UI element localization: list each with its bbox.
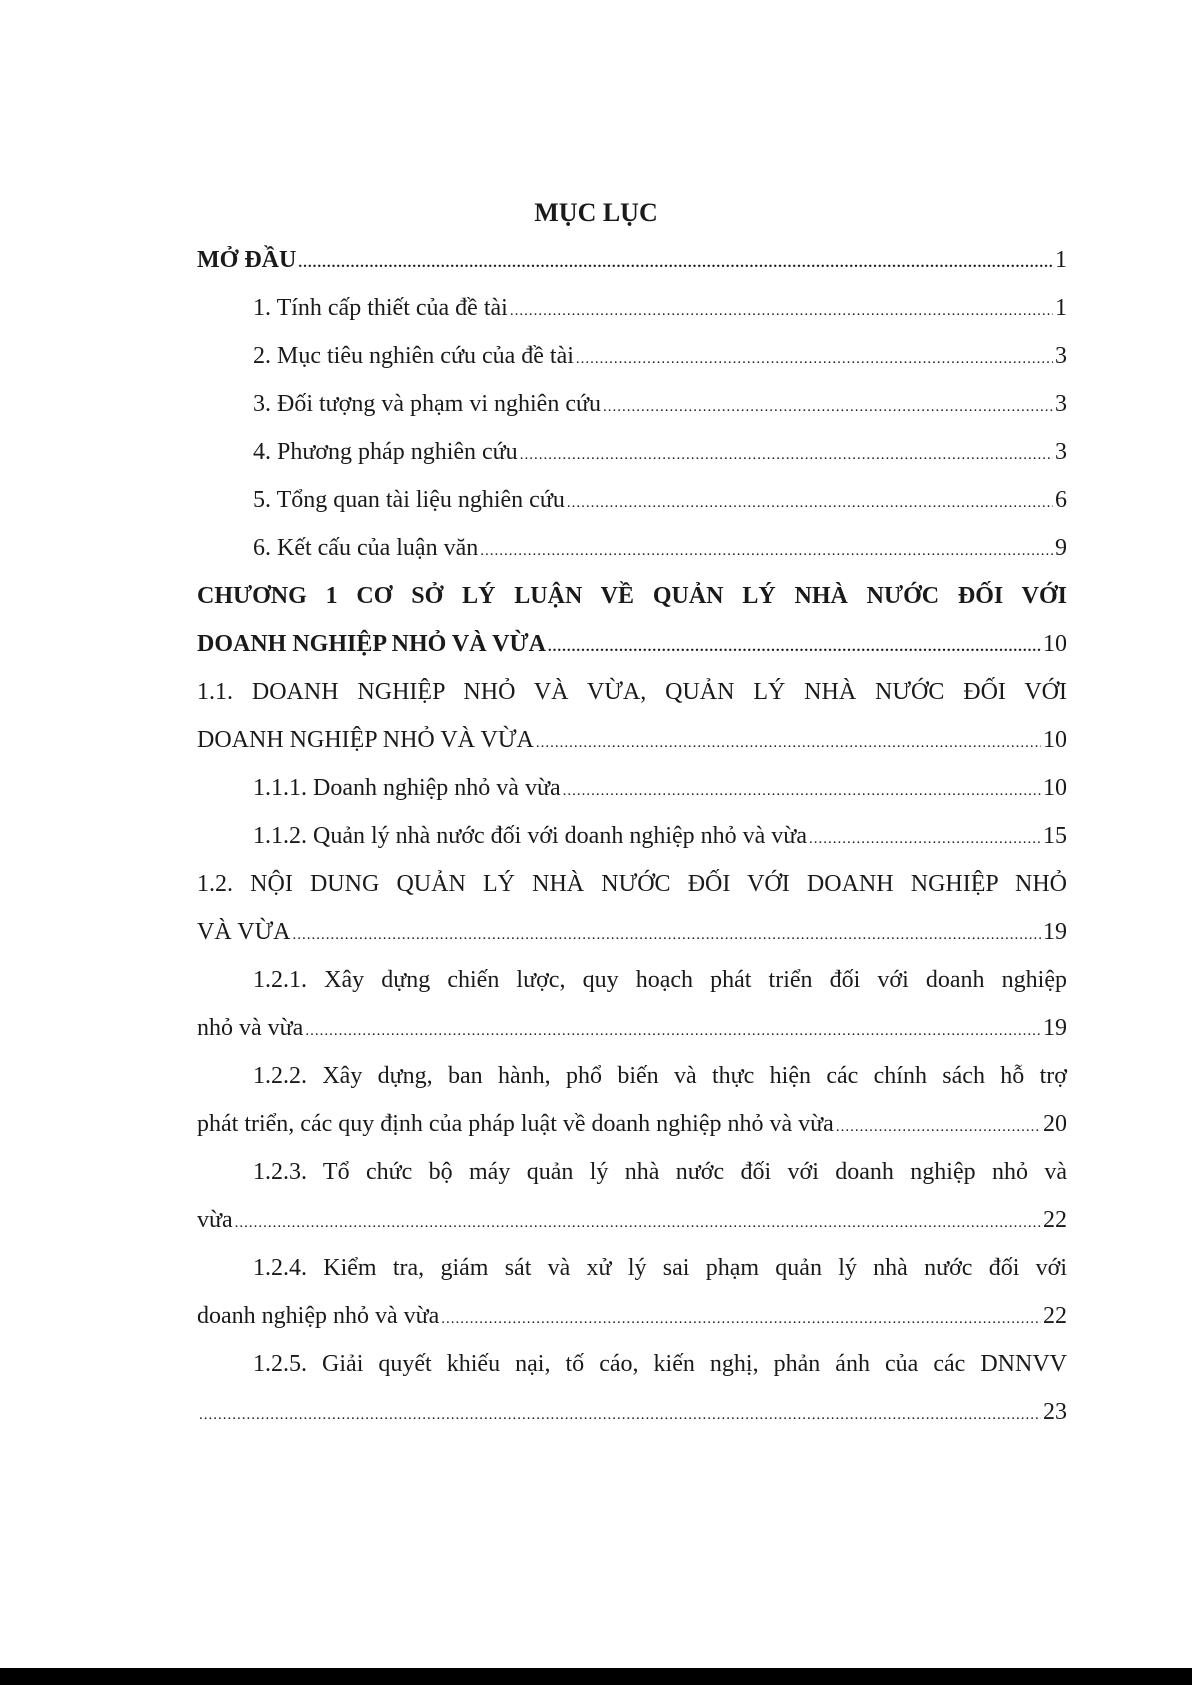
toc-entry-6[interactable] — [197, 524, 1067, 572]
toc-page-number: 10 — [1043, 727, 1067, 753]
dot-leader — [199, 1391, 1041, 1439]
toc-page-number: 22 — [1043, 1207, 1067, 1233]
toc-page-number: 3 — [1055, 439, 1067, 465]
toc-entry-mo-dau[interactable] — [197, 236, 1067, 284]
toc-entry-4[interactable] — [197, 428, 1067, 476]
dot-leader — [548, 623, 1041, 671]
toc-page-number: 22 — [1043, 1303, 1067, 1329]
toc-page-number: 15 — [1043, 823, 1067, 849]
dot-leader — [576, 335, 1053, 383]
toc-page-number: 1 — [1055, 295, 1067, 321]
dot-leader — [563, 767, 1041, 815]
toc-entry-text: doanh nghiệp nhỏ và vừa — [197, 1303, 440, 1329]
dot-leader — [603, 383, 1053, 431]
toc-page-number: 19 — [1043, 919, 1067, 945]
toc-section-1-2-cont[interactable] — [197, 908, 1067, 956]
toc-entry-text: 2. Mục tiêu nghiên cứu của đề tài — [253, 343, 574, 369]
toc-entry-1-2-4-cont[interactable] — [197, 1292, 1067, 1340]
toc-entry-text: nhỏ và vừa — [197, 1015, 304, 1041]
dot-leader — [305, 1007, 1041, 1055]
toc-section-1-2[interactable]: 1.2. NỘI DUNG QUẢN LÝ NHÀ NƯỚC ĐỐI VỚI DOANH NGHIỆP NHỎ — [197, 871, 1067, 897]
toc-entry-5[interactable] — [197, 476, 1067, 524]
toc-entry-1-2-3-cont[interactable] — [197, 1196, 1067, 1244]
toc-entry-1-2-1[interactable]: 1.2.1. Xây dựng chiến lược, quy hoạch phát triển đối với doanh nghiệp — [253, 967, 1067, 993]
toc-entry-text: MỞ ĐẦU — [197, 247, 297, 273]
dot-leader — [567, 479, 1053, 527]
toc-entry-1-2-5[interactable]: 1.2.5. Giải quyết khiếu nại, tố cáo, kiến nghị, phản ánh của các DNNVV — [253, 1351, 1067, 1377]
toc-entry-text: DOANH NGHIỆP NHỎ VÀ VỪA — [197, 727, 534, 753]
toc-entry-1-1-2[interactable] — [197, 812, 1067, 860]
dot-leader — [480, 527, 1053, 575]
dot-leader — [836, 1103, 1041, 1151]
dot-leader — [536, 719, 1041, 767]
dot-leader — [510, 287, 1053, 335]
toc-entry-2[interactable] — [197, 332, 1067, 380]
toc-page-number: 19 — [1043, 1015, 1067, 1041]
dot-leader — [293, 911, 1041, 959]
toc-entry-text: vừa — [197, 1207, 233, 1233]
toc-section-1-1-cont[interactable] — [197, 716, 1067, 764]
toc-entry-text: 5. Tổng quan tài liệu nghiên cứu — [253, 487, 565, 513]
toc-page-number: 23 — [1043, 1399, 1067, 1425]
dot-leader — [441, 1295, 1041, 1343]
toc-page-number: 10 — [1043, 775, 1067, 801]
dot-leader — [298, 239, 1053, 287]
toc-entry-1-2-2-cont[interactable] — [197, 1100, 1067, 1148]
toc-chapter-heading[interactable]: CHƯƠNG 1 CƠ SỞ LÝ LUẬN VỀ QUẢN LÝ NHÀ NƯỚC ĐỐI VỚI — [197, 583, 1067, 609]
toc-entry-text: phát triển, các quy định của pháp luật về doanh nghiệp nhỏ và vừa — [197, 1111, 834, 1137]
toc-page-number: 3 — [1055, 343, 1067, 369]
toc-entry-1-2-4[interactable]: 1.2.4. Kiểm tra, giám sát và xử lý sai phạm quản lý nhà nước đối với — [253, 1255, 1067, 1281]
toc-entry-text: 1.1.1. Doanh nghiệp nhỏ và vừa — [253, 775, 561, 801]
toc-page-number: 6 — [1055, 487, 1067, 513]
toc-entry-3[interactable] — [197, 380, 1067, 428]
bottom-edge-bar — [0, 1668, 1192, 1685]
toc-section-1-1[interactable]: 1.1. DOANH NGHIỆP NHỎ VÀ VỪA, QUẢN LÝ NHÀ NƯỚC ĐỐI VỚI — [197, 679, 1067, 705]
dot-leader — [520, 431, 1053, 479]
toc-page-number: 9 — [1055, 535, 1067, 561]
toc-entry-1-2-3[interactable]: 1.2.3. Tổ chức bộ máy quản lý nhà nước đối với doanh nghiệp nhỏ và — [253, 1159, 1067, 1185]
toc-entry-text: 1. Tính cấp thiết của đề tài — [253, 295, 508, 321]
toc-entry-1[interactable] — [197, 284, 1067, 332]
toc-entry-text: DOANH NGHIỆP NHỎ VÀ VỪA — [197, 631, 546, 657]
toc-chapter-heading-cont[interactable] — [197, 620, 1067, 668]
toc-page-number: 20 — [1043, 1111, 1067, 1137]
toc-page-number: 1 — [1055, 247, 1067, 273]
toc-page-number: 10 — [1043, 631, 1067, 657]
dot-leader — [235, 1199, 1041, 1247]
dot-leader — [809, 815, 1041, 863]
toc-entry-1-2-2[interactable]: 1.2.2. Xây dựng, ban hành, phổ biến và thực hiện các chính sách hỗ trợ — [253, 1063, 1067, 1089]
toc-entry-text: 3. Đối tượng và phạm vi nghiên cứu — [253, 391, 601, 417]
toc-entry-text: 6. Kết cấu của luận văn — [253, 535, 479, 561]
toc-entry-1-2-5-cont[interactable] — [197, 1388, 1067, 1436]
toc-entry-text: 4. Phương pháp nghiên cứu — [253, 439, 518, 465]
toc-page-number: 3 — [1055, 391, 1067, 417]
toc-entry-text: VÀ VỪA — [197, 919, 291, 945]
toc-title: MỤC LỤC — [534, 198, 658, 227]
toc-entry-1-2-1-cont[interactable] — [197, 1004, 1067, 1052]
toc-entry-text: 1.1.2. Quản lý nhà nước đối với doanh nghiệp nhỏ và vừa — [253, 823, 807, 849]
toc-entry-1-1-1[interactable] — [197, 764, 1067, 812]
